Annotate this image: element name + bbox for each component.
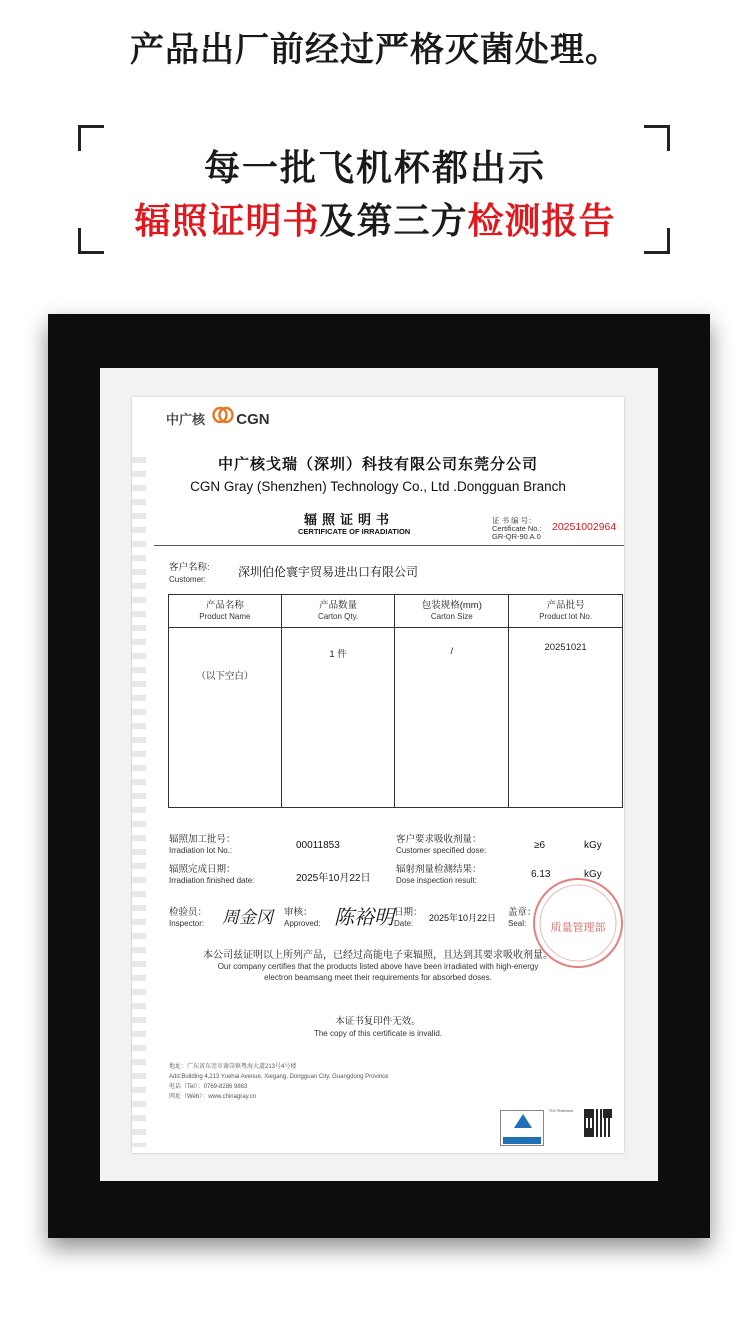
divider-line [154, 545, 624, 546]
cert-no-value: 20251002964 [552, 521, 617, 533]
doc-title-cn: 辐照证明书 [304, 512, 395, 527]
approver-signature: 陈裕明 [334, 905, 394, 929]
edge-marks [132, 457, 146, 1147]
table-header-cell: 产品批号 Product lot No. [509, 595, 623, 628]
table-cell: / [395, 628, 509, 808]
subheadline-line1: 每一批飞机杯都出示 [203, 148, 546, 189]
doc-title-en: CERTIFICATE OF IRRADIATION [298, 527, 411, 536]
customer-value: 深圳伯伦寰宇贸易进出口有限公司 [238, 565, 419, 579]
dose-unit: kGy [584, 840, 602, 851]
table-header-row [169, 595, 623, 628]
highlight-test-report: 检测报告 [467, 201, 616, 242]
headline: 产品出厂前经过严格灭菌处理。 [130, 30, 620, 70]
product-table [168, 594, 623, 808]
lot-label: 辐照加工批号： Irradiation lot No.: [169, 834, 236, 855]
copy-invalid-notice: 本证书复印件无效。 The copy of this certificate is invalid. [313, 1016, 443, 1038]
subheadline-connector: 及第三方 [319, 201, 468, 242]
seal-label: 盖章： Seal: [508, 907, 537, 928]
certification-statement: 本公司兹证明以上所列产品，已经过高能电子束辐照，且达到其要求吸收剂量。 Our company certifies that the products listed above have been irradiated with high-energy electron beamsang meet their requirements for absorbed doses. [203, 950, 553, 982]
result-value: 6.13 [531, 869, 551, 880]
table-cell: （以下空白） [169, 628, 282, 808]
highlight-certificate: 辐照证明书 [134, 201, 320, 242]
result-label: 辐射剂量检测结果： Dose inspection result: [396, 864, 482, 885]
table-header-cell: 产品数量 Carton Qty. [281, 595, 395, 628]
inspector-signature: 周金冈 [222, 908, 273, 928]
finish-date-value: 2025年10月22日 [296, 873, 371, 884]
dose-value: ≥6 [534, 840, 546, 851]
irradiation-certificate [132, 397, 624, 1153]
cert-no-label: 证 书 编 号： Certificate No.: GR-QR-90 A.0 [492, 516, 542, 541]
qr-code-icon [584, 1109, 612, 1137]
result-unit: kGy [584, 869, 602, 880]
dose-label: 客户要求吸收剂量： Customer specified dose: [396, 834, 487, 855]
lot-value: 00011853 [296, 840, 340, 851]
stamp-text: 质量管理部 [550, 921, 606, 934]
date-label: 日期： Date: [394, 907, 423, 928]
table-header-cell: 产品名称 Product Name [169, 595, 282, 628]
company-address: 地址：广东省东莞市谢岗镇粤海大道213号4号楼 Add:Building 4,213 Yuehai Avenue, Xiegang, Dongguan City, Guangdong Province 电话（Tel）：0769-8286 9863 网址（Web）：www.chinagray.cn [169, 1064, 389, 1100]
inspector-label: 检验员： Inspector: [169, 907, 208, 928]
tuv-triangle-icon [514, 1114, 532, 1128]
tuv-certification-badge [500, 1110, 544, 1146]
company-name-en: CGN Gray (Shenzhen) Technology Co., Ltd .Dongguan Branch [190, 479, 566, 494]
table-cell: 1 件 [281, 628, 395, 808]
subheadline-line2 [0, 193, 750, 244]
customer-label: 客户名称: Customer: [169, 562, 210, 584]
approved-label: 审核： Approved: [284, 907, 321, 928]
tuv-band [503, 1137, 541, 1144]
tuv-label: TÜV Rheinland [549, 1109, 573, 1113]
logo-text-en: CGN [236, 411, 270, 428]
date-value: 2025年10月22日 [429, 913, 497, 923]
finish-date-label: 辐照完成日期： Irradiation finished date: [169, 864, 255, 885]
cgn-logo-icon [212, 406, 234, 424]
table-cell: 20251021 [509, 628, 623, 808]
company-name-cn: 中广核戈瑞（深圳）科技有限公司东莞分公司 [217, 456, 538, 473]
table-row [169, 628, 623, 808]
table-header-cell: 包装规格(mm) Carton Size [395, 595, 509, 628]
logo-text-cn: 中广核 [166, 412, 206, 427]
